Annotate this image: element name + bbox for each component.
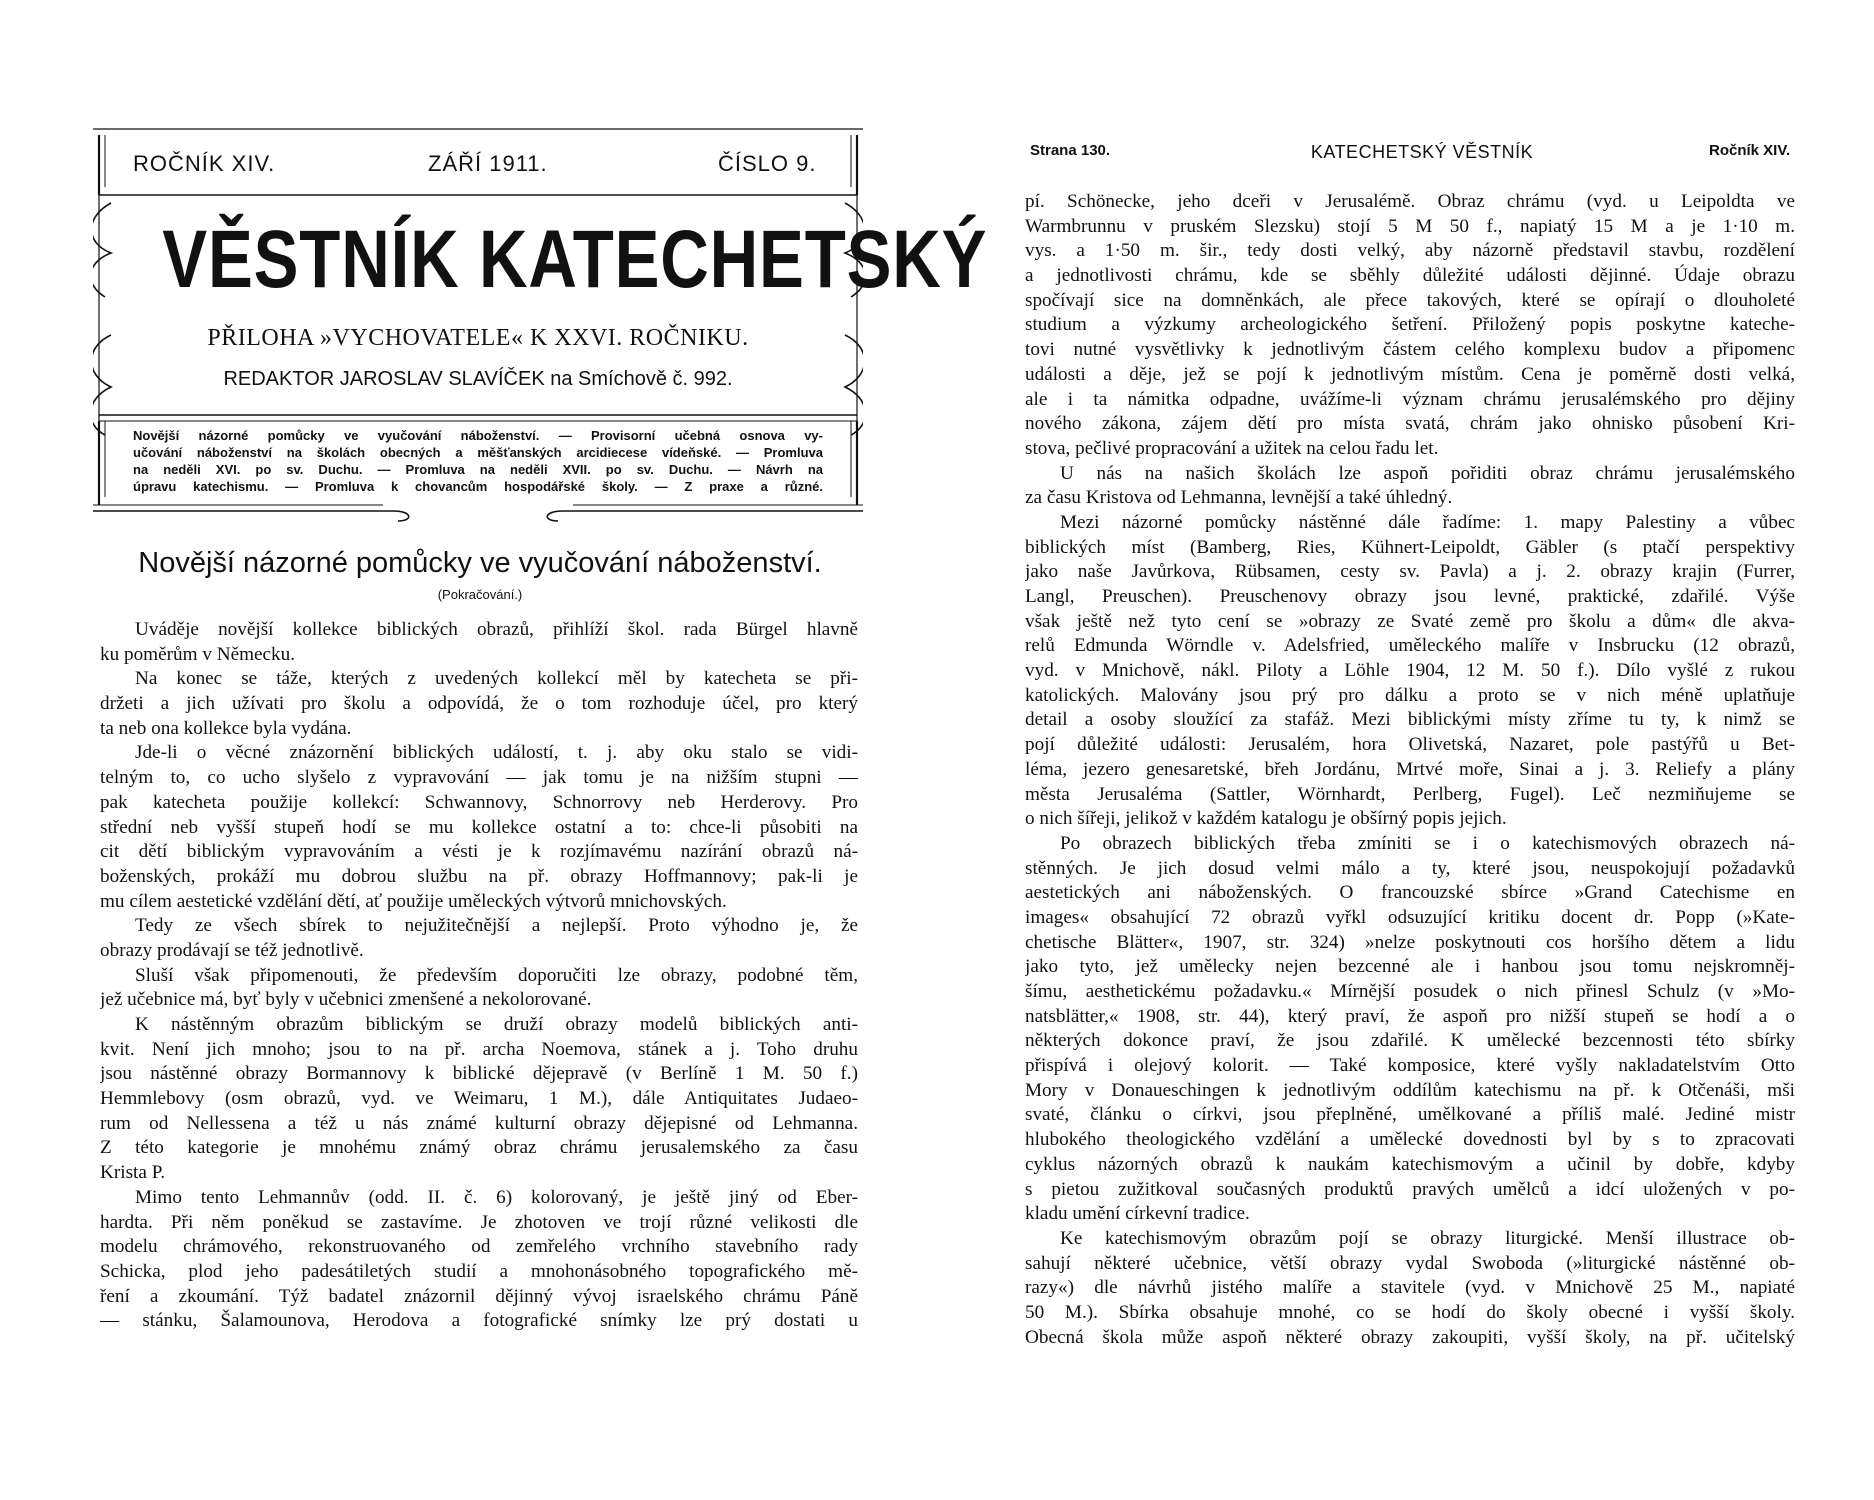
text-line: tovi nutné vysvětlivky k jednotlivým částem celého komplexu budov a připomenc (1025, 339, 1795, 361)
running-volume: Ročník XIV. (1709, 142, 1791, 159)
text-line: sahují některé učebnice, větší obrazy vydal Swoboda (»liturgické nástěnné ob- (1025, 1252, 1795, 1274)
text-line: ta neb ona kollekce byla vydána. (100, 717, 352, 739)
text-line: nového zákona, zájem dětí pro místa svatá, chrám jako ohnisko působení Kri- (1025, 413, 1795, 435)
text-line: hlubokého theologického vzdělání a umělecké dovednosti byl by s to zpracovati (1025, 1129, 1795, 1151)
text-line: biblických míst (Bamberg, Ries, Kühnert-Leipoldt, Gäbler (s ptačí perspektivy (1025, 536, 1795, 558)
text-line: katolických. Malovány jsou prý pro dálku a proto se v nich méně uplatňuje (1025, 684, 1795, 706)
text-line: Na konec se táže, kterých z uvedených kollekcí měl by katecheta se při- (135, 668, 858, 690)
text-line: některých dokonce praví, že jsou zdařilé. K umělecké bezcennosti této sbírky (1025, 1030, 1795, 1052)
page-number: Strana 130. (1030, 142, 1111, 159)
text-line: studium a výzkumy archeologického šetření. Přiložený popis poskytne kateche- (1025, 314, 1795, 336)
text-line: Mezi názorné pomůcky nástěnné dále řadíme: 1. mapy Palestiny a vůbec (1060, 511, 1795, 533)
text-line: cit dětí biblickým vypravováním a vésti je k rozjímavému nazírání obrazů ná- (100, 841, 858, 863)
text-line: boženských, prokáží mu dobrou službu na př. obrazy Hoffmannovy; pak-li je (100, 865, 858, 887)
toc-line: na neděli XVI. po sv. Duchu. — Promluva na neděli XVII. po sv. Duchu. — Návrh na (133, 462, 823, 477)
issue-volume: ROČNÍK XIV. (133, 151, 276, 176)
text-line: šímu, aesthetickému požadavku.« Mírnější posudek o nich přinesl Schulz (v »Mo- (1025, 981, 1795, 1002)
text-line: rum od Nellessena a též u nás známé kulturní obrazy dějepisné od Lehmanna. (100, 1112, 858, 1134)
text-line: Z této kategorie je mnohému známý obraz chrámu jerusalemského za času (100, 1137, 858, 1159)
text-line: aestetických ani náboženských. O francouzské sbírce »Grand Catechisme en (1025, 882, 1795, 904)
text-line: za času Kristova od Lehmanna, levnější a také úhledný. (1025, 487, 1453, 509)
text-line: images« obsahující 72 obrazů vyřkl odsuzující kritiku docent dr. Popp (»Kate- (1025, 906, 1795, 928)
text-line: vyd. v Mnichově, nákl. Piloty a Löhle 1904, 12 M. 50 f.). Dílo vyšlé z rukou (1025, 660, 1795, 682)
text-line: léma, jezero genesaretské, břeh Jordánu, Mrtvé moře, Sinai a j. 3. Reliefy a plány (1025, 758, 1795, 780)
journal-title: VĚSTNÍK KATECHETSKÝ (162, 214, 988, 305)
text-line: jako tyto, jež umělecky nejen bezcenné ale i hanbou jsou tomu nejskromněj- (1025, 956, 1795, 978)
text-line: Po obrazech biblických třeba zmíniti se i o katechismových obrazech ná- (1060, 832, 1795, 854)
issue-number: ČÍSLO 9. (718, 151, 817, 176)
text-line: telným to, co ucho slyšelo z vypravování — jak tomu je na nižším stupni — (100, 767, 858, 789)
text-line: a jednotlivosti chrámu, kde se sběhly důležité události dějinné. Údaje obrazu (1025, 265, 1795, 287)
text-line: relů Edmunda Wörndle v. Adelsfried, uměleckého malíře v Insbrucku (12 obrazů, (1025, 635, 1795, 657)
text-line: vys. a 1·50 m. šir., tedy dosti velký, aby názorně představil stavbu, rozdělení (1025, 240, 1795, 262)
text-line: Ke katechismovým obrazům pojí se obrazy liturgické. Menší illustrace ob- (1060, 1227, 1795, 1249)
text-line: modelu chrámového, rekonstruovaného od zemřelého vrchního stavebního rady (100, 1236, 858, 1258)
text-line: ření a zkoumání. Týž badatel znázornil dějinný vývoj israelského chrámu Páně (100, 1285, 858, 1307)
text-line: však ještě než tyto cení se »obrazy ze Svaté země pro školu a dům« dle akva- (1025, 610, 1795, 632)
running-title: KATECHETSKÝ VĚSTNÍK (1310, 142, 1534, 162)
text-line: kladu umění církevní tradice. (1025, 1203, 1250, 1225)
text-line: Langl, Preuschen). Preuschenovy obrazy jsou levné, praktické, zdařilé. Výše (1025, 586, 1795, 607)
text-line: Hemmlebovy (osm obrazů, vyd. ve Weimaru, 1 M.), dále Antiquitates Judaeo- (100, 1088, 858, 1110)
text-line: — stánku, Šalamounova, Herodova a fotografické snímky lze prý dostati u (100, 1310, 858, 1332)
text-line: události a děje, jež se pojí k jednotlivým místům. Cena je poměrně dosti velká, (1025, 363, 1795, 385)
right-page (937, 0, 1874, 1500)
text-line: Sluší však připomenouti, že především doporučiti lze obrazy, podobné těm, (135, 964, 858, 986)
text-line: U nás na našich školách lze aspoň pořiditi obraz chrámu jerusalémského (1060, 462, 1795, 484)
text-line: ale i ta námitka odpadne, uvážíme-li význam chrámu jerusalémského pro dějiny (1025, 388, 1795, 410)
article-title: Novější názorné pomůcky ve vyučování náboženství. (138, 547, 822, 579)
text-line: stěnných. Je jich dosud velmi málo a ty, které jsou, neuspokojují požadavků (1025, 857, 1795, 879)
text-line: jako naše Javůrkova, Rübsamen, cesty sv. Pavla) a j. 2. obrazy krajin (Furrer, (1025, 561, 1795, 583)
text-line: Obecná škola může aspoň některé obrazy zakoupiti, vyšší školy, na př. učitelský (1025, 1326, 1795, 1348)
text-line: ku poměrům v Německu. (100, 643, 296, 665)
text-line: přispívá i olejový kolorit. — Také komposice, které vyšly nakladatelstvím Otto (1025, 1055, 1795, 1077)
text-line: stova, pečlivé propracování a užitek na celou řadu let. (1025, 437, 1439, 459)
masthead (93, 125, 988, 525)
text-line: hardta. Při něm poněkud se zastavíme. Je zhotoven ve trojí různé velikosti dle (100, 1211, 858, 1233)
right-text-column (1025, 190, 1795, 1350)
text-line: Uváděje novější kollekce biblických obrazů, přihlíží škol. rada Bürgel hlavně (135, 619, 858, 640)
text-line: Mimo tento Lehmannův (odd. II. č. 6) kolorovaný, je ještě jiný od Eber- (135, 1186, 858, 1208)
text-line: cyklus názorných obrazů k naukám katechismovým a učinil by dobře, kdyby (1025, 1153, 1795, 1175)
text-line: pak katecheta použije kollekcí: Schwannovy, Schnorrovy neb Herderovy. Pro (100, 791, 858, 813)
text-line: s pietou zužitkoval současných produktů pravých umělců a idcí uložených v po- (1025, 1178, 1795, 1200)
journal-subtitle: PŘILOHA »VYCHOVATELE« K XXVI. ROČNIKU. (207, 325, 749, 351)
text-line: natsblätter,« 1908, str. 44), který praví, že aspoň pro nižší stupeň se hodí a o (1025, 1005, 1795, 1027)
text-line: 50 M.). Sbírka obsahuje mnohé, co se hodí do školy obecné i vyšší školy. (1025, 1301, 1795, 1323)
text-line: obrazy prodávají se též jednotlivě. (100, 939, 364, 961)
text-line: střední neb vyšší stupeň hodí se mu kollekce ostatní a to: chce-li působiti na (100, 816, 858, 838)
article-continuation-note: (Pokračování.) (437, 587, 523, 602)
text-line: razy«) dle návrhů jistého malíře a stavitele (vyd. v Mnichově 25 M., napiaté (1025, 1277, 1795, 1299)
text-line: Warmbrunnu v pruském Slezsku) stojí 5 M 50 f., napiatý 15 M a je 1·10 m. (1025, 215, 1795, 237)
text-line: Mory v Donaueschingen k jednotlivým oddílům katechismu na př. k Otčenáši, mši (1025, 1079, 1795, 1101)
text-line: držeti a jich užívati pro školu a odpovídá, že o tom rozhoduje účel, pro který (100, 693, 858, 715)
text-line: chetische Blätter«, 1907, str. 324) »nelze poskytnouti cos horšího dětem a lidu (1025, 931, 1795, 953)
toc-line: úpravu katechismu. — Promluva k chovancům hospodářské školy. — Z praxe a různé. (133, 479, 823, 494)
text-line: Krista P. (100, 1162, 166, 1184)
text-line: města Jerusaléma (Sattler, Wörnhardt, Perlberg, Fugel). Leč nezmiňujeme se (1025, 783, 1795, 805)
text-line: spočívají sice na domněnkách, ale přece takových, které se opírají o dlouholeté (1025, 289, 1795, 311)
toc-line: Novější názorné pomůcky ve vyučování náboženství. — Provisorní učebná osnova vy- (133, 428, 823, 443)
text-line: mu cílem aestetické vzdělání dětí, ať použije uměleckých výtvorů mnichovských. (100, 890, 727, 912)
text-line: pojí důležité události: Jerusalém, hora Olivetská, Nazaret, pole pastýřů u Bet- (1025, 734, 1795, 756)
issue-date: ZÁŘÍ 1911. (428, 151, 548, 176)
text-line: kvit. Není jich mnoho; jsou to na př. archa Noemova, stánek a j. Toho druhu (100, 1038, 858, 1060)
text-line: pí. Schönecke, jeho dceři v Jerusalémě. Obraz chrámu (vyd. u Leipoldta ve (1025, 191, 1795, 212)
text-line: Jde-li o věcné znázornění biblických událostí, t. j. aby oku stalo se vidi- (135, 742, 858, 764)
text-line: o nich šířeji, jelikož v každém katalogu je obšírný popis jejich. (1025, 808, 1507, 830)
text-line: svaté, článku o církvi, jsou přeplněné, umělkované a příliš malé. Jediné mistr (1025, 1104, 1795, 1126)
toc-line: učování náboženství na školách obecných a měšťanských arcidiecese vídeňské. — Promluva (133, 445, 823, 460)
text-line: detail a osoby sloužící za stafáž. Mezi biblickými místy zříme tu ty, k nimž se (1025, 709, 1795, 731)
journal-editor: REDAKTOR JAROSLAV SLAVÍČEK na Smíchově č. 992. (223, 368, 733, 390)
text-line: K nástěnným obrazům biblickým se druží obrazy modelů biblických anti- (135, 1014, 858, 1035)
text-line: Tedy ze všech sbírek to nejužitečnější a nejlepší. Proto výhodno je, že (135, 915, 858, 937)
table-of-contents (133, 427, 823, 495)
text-line: jsou nástěnné obrazy Bormannovy k biblické dějepravě (v Berlíně 1 M. 50 f.) (100, 1063, 858, 1085)
text-line: jež učebnice má, byť byly v učebnici zmenšené a nekolorované. (100, 989, 592, 1011)
text-line: Schicka, plod jeho padesátiletých studií a mnohonásobného topografického mě- (100, 1260, 858, 1282)
left-text-column (100, 618, 858, 1334)
